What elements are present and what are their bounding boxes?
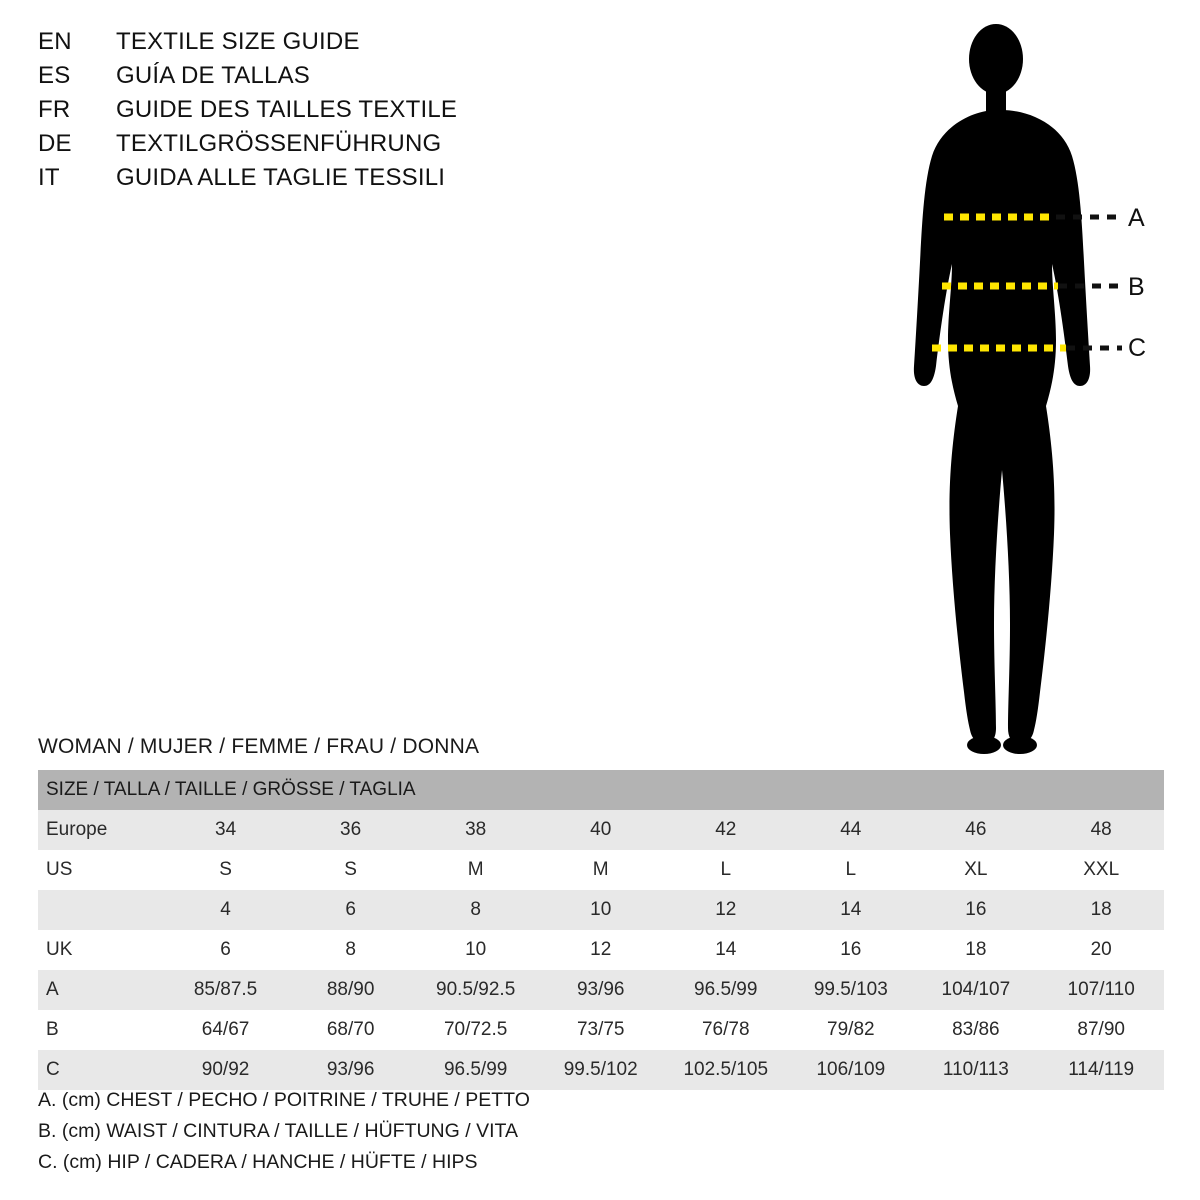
cell: 14 — [788, 890, 913, 930]
cell: 40 — [538, 810, 663, 850]
cell: 4 — [163, 890, 288, 930]
female-silhouette-icon — [860, 14, 1190, 754]
cell: 10 — [538, 890, 663, 930]
language-title-block — [38, 28, 678, 198]
row-label-uk: UK — [38, 930, 163, 970]
language-title-de: TEXTILGRÖSSENFÜHRUNG — [116, 130, 442, 157]
cell: 8 — [288, 930, 413, 970]
footnote-hip: C. (cm) HIP / CADERA / HANCHE / HÜFTE / HIPS — [38, 1151, 478, 1173]
cell: 12 — [538, 930, 663, 970]
language-title-it: GUIDA ALLE TAGLIE TESSILI — [116, 164, 446, 191]
language-code-en: EN — [38, 28, 72, 55]
row-label-a: A — [38, 970, 163, 1010]
cell: 99.5/102 — [538, 1050, 663, 1090]
cell: 68/70 — [288, 1010, 413, 1050]
row-label-b: B — [38, 1010, 163, 1050]
size-table — [38, 770, 1164, 1090]
cell: 99.5/103 — [788, 970, 913, 1010]
footnote-waist: B. (cm) WAIST / CINTURA / TAILLE / HÜFTUNG / VITA — [38, 1120, 518, 1142]
measurement-diagram — [860, 14, 1190, 754]
row-label-c: C — [38, 1050, 163, 1090]
cell: 96.5/99 — [413, 1050, 538, 1090]
table-row — [38, 1010, 1164, 1050]
cell: 106/109 — [788, 1050, 913, 1090]
cell: 88/90 — [288, 970, 413, 1010]
cell: 93/96 — [288, 1050, 413, 1090]
cell: 90.5/92.5 — [413, 970, 538, 1010]
cell: 34 — [163, 810, 288, 850]
language-code-de: DE — [38, 130, 72, 157]
language-code-fr: FR — [38, 96, 71, 123]
cell: 87/90 — [1038, 1010, 1164, 1050]
row-label-us: US — [38, 850, 163, 890]
cell: 114/119 — [1038, 1050, 1164, 1090]
cell: S — [163, 850, 288, 890]
cell: 85/87.5 — [163, 970, 288, 1010]
cell: 10 — [413, 930, 538, 970]
footnote-chest: A. (cm) CHEST / PECHO / POITRINE / TRUHE / PETTO — [38, 1089, 530, 1111]
language-title-fr: GUIDE DES TAILLES TEXTILE — [116, 96, 458, 123]
size-table-section — [38, 735, 1168, 1090]
language-row — [38, 62, 678, 96]
cell: 104/107 — [913, 970, 1038, 1010]
language-row — [38, 96, 678, 130]
language-row — [38, 130, 678, 164]
cell: S — [288, 850, 413, 890]
language-title-en: TEXTILE SIZE GUIDE — [116, 28, 360, 55]
cell: 14 — [663, 930, 788, 970]
cell: 18 — [1038, 890, 1164, 930]
cell: 42 — [663, 810, 788, 850]
language-code-it: IT — [38, 164, 60, 191]
table-row — [38, 850, 1164, 890]
cell: 64/67 — [163, 1010, 288, 1050]
cell: 93/96 — [538, 970, 663, 1010]
cell: 70/72.5 — [413, 1010, 538, 1050]
marker-label-b: B — [1128, 273, 1145, 301]
cell: 79/82 — [788, 1010, 913, 1050]
cell: 107/110 — [1038, 970, 1164, 1010]
cell: 18 — [913, 930, 1038, 970]
table-row — [38, 810, 1164, 850]
cell: 6 — [163, 930, 288, 970]
table-row — [38, 1050, 1164, 1090]
cell: 36 — [288, 810, 413, 850]
language-row — [38, 164, 678, 198]
language-row — [38, 28, 678, 62]
cell: 16 — [788, 930, 913, 970]
cell: M — [413, 850, 538, 890]
cell: 76/78 — [663, 1010, 788, 1050]
row-label-us-numeric — [38, 890, 163, 930]
cell: XXL — [1038, 850, 1164, 890]
table-caption: WOMAN / MUJER / FEMME / FRAU / DONNA — [38, 735, 480, 758]
cell: 102.5/105 — [663, 1050, 788, 1090]
table-header-row — [38, 770, 1164, 810]
language-title-es: GUÍA DE TALLAS — [116, 62, 310, 89]
cell: 12 — [663, 890, 788, 930]
cell: 44 — [788, 810, 913, 850]
cell: 90/92 — [163, 1050, 288, 1090]
cell: 38 — [413, 810, 538, 850]
cell: 48 — [1038, 810, 1164, 850]
cell: 8 — [413, 890, 538, 930]
row-label-europe: Europe — [38, 810, 163, 850]
cell: 6 — [288, 890, 413, 930]
cell: 110/113 — [913, 1050, 1038, 1090]
table-row — [38, 930, 1164, 970]
marker-label-a: A — [1128, 204, 1145, 232]
cell: 96.5/99 — [663, 970, 788, 1010]
cell: M — [538, 850, 663, 890]
table-header-label: SIZE / TALLA / TAILLE / GRÖSSE / TAGLIA — [38, 770, 1164, 810]
cell: 16 — [913, 890, 1038, 930]
cell: 83/86 — [913, 1010, 1038, 1050]
cell: L — [663, 850, 788, 890]
table-row — [38, 890, 1164, 930]
cell: 46 — [913, 810, 1038, 850]
cell: 73/75 — [538, 1010, 663, 1050]
cell: XL — [913, 850, 1038, 890]
cell: L — [788, 850, 913, 890]
cell: 20 — [1038, 930, 1164, 970]
footnotes-block — [38, 1085, 838, 1178]
marker-label-c: C — [1128, 334, 1147, 362]
table-row — [38, 970, 1164, 1010]
language-code-es: ES — [38, 62, 71, 89]
